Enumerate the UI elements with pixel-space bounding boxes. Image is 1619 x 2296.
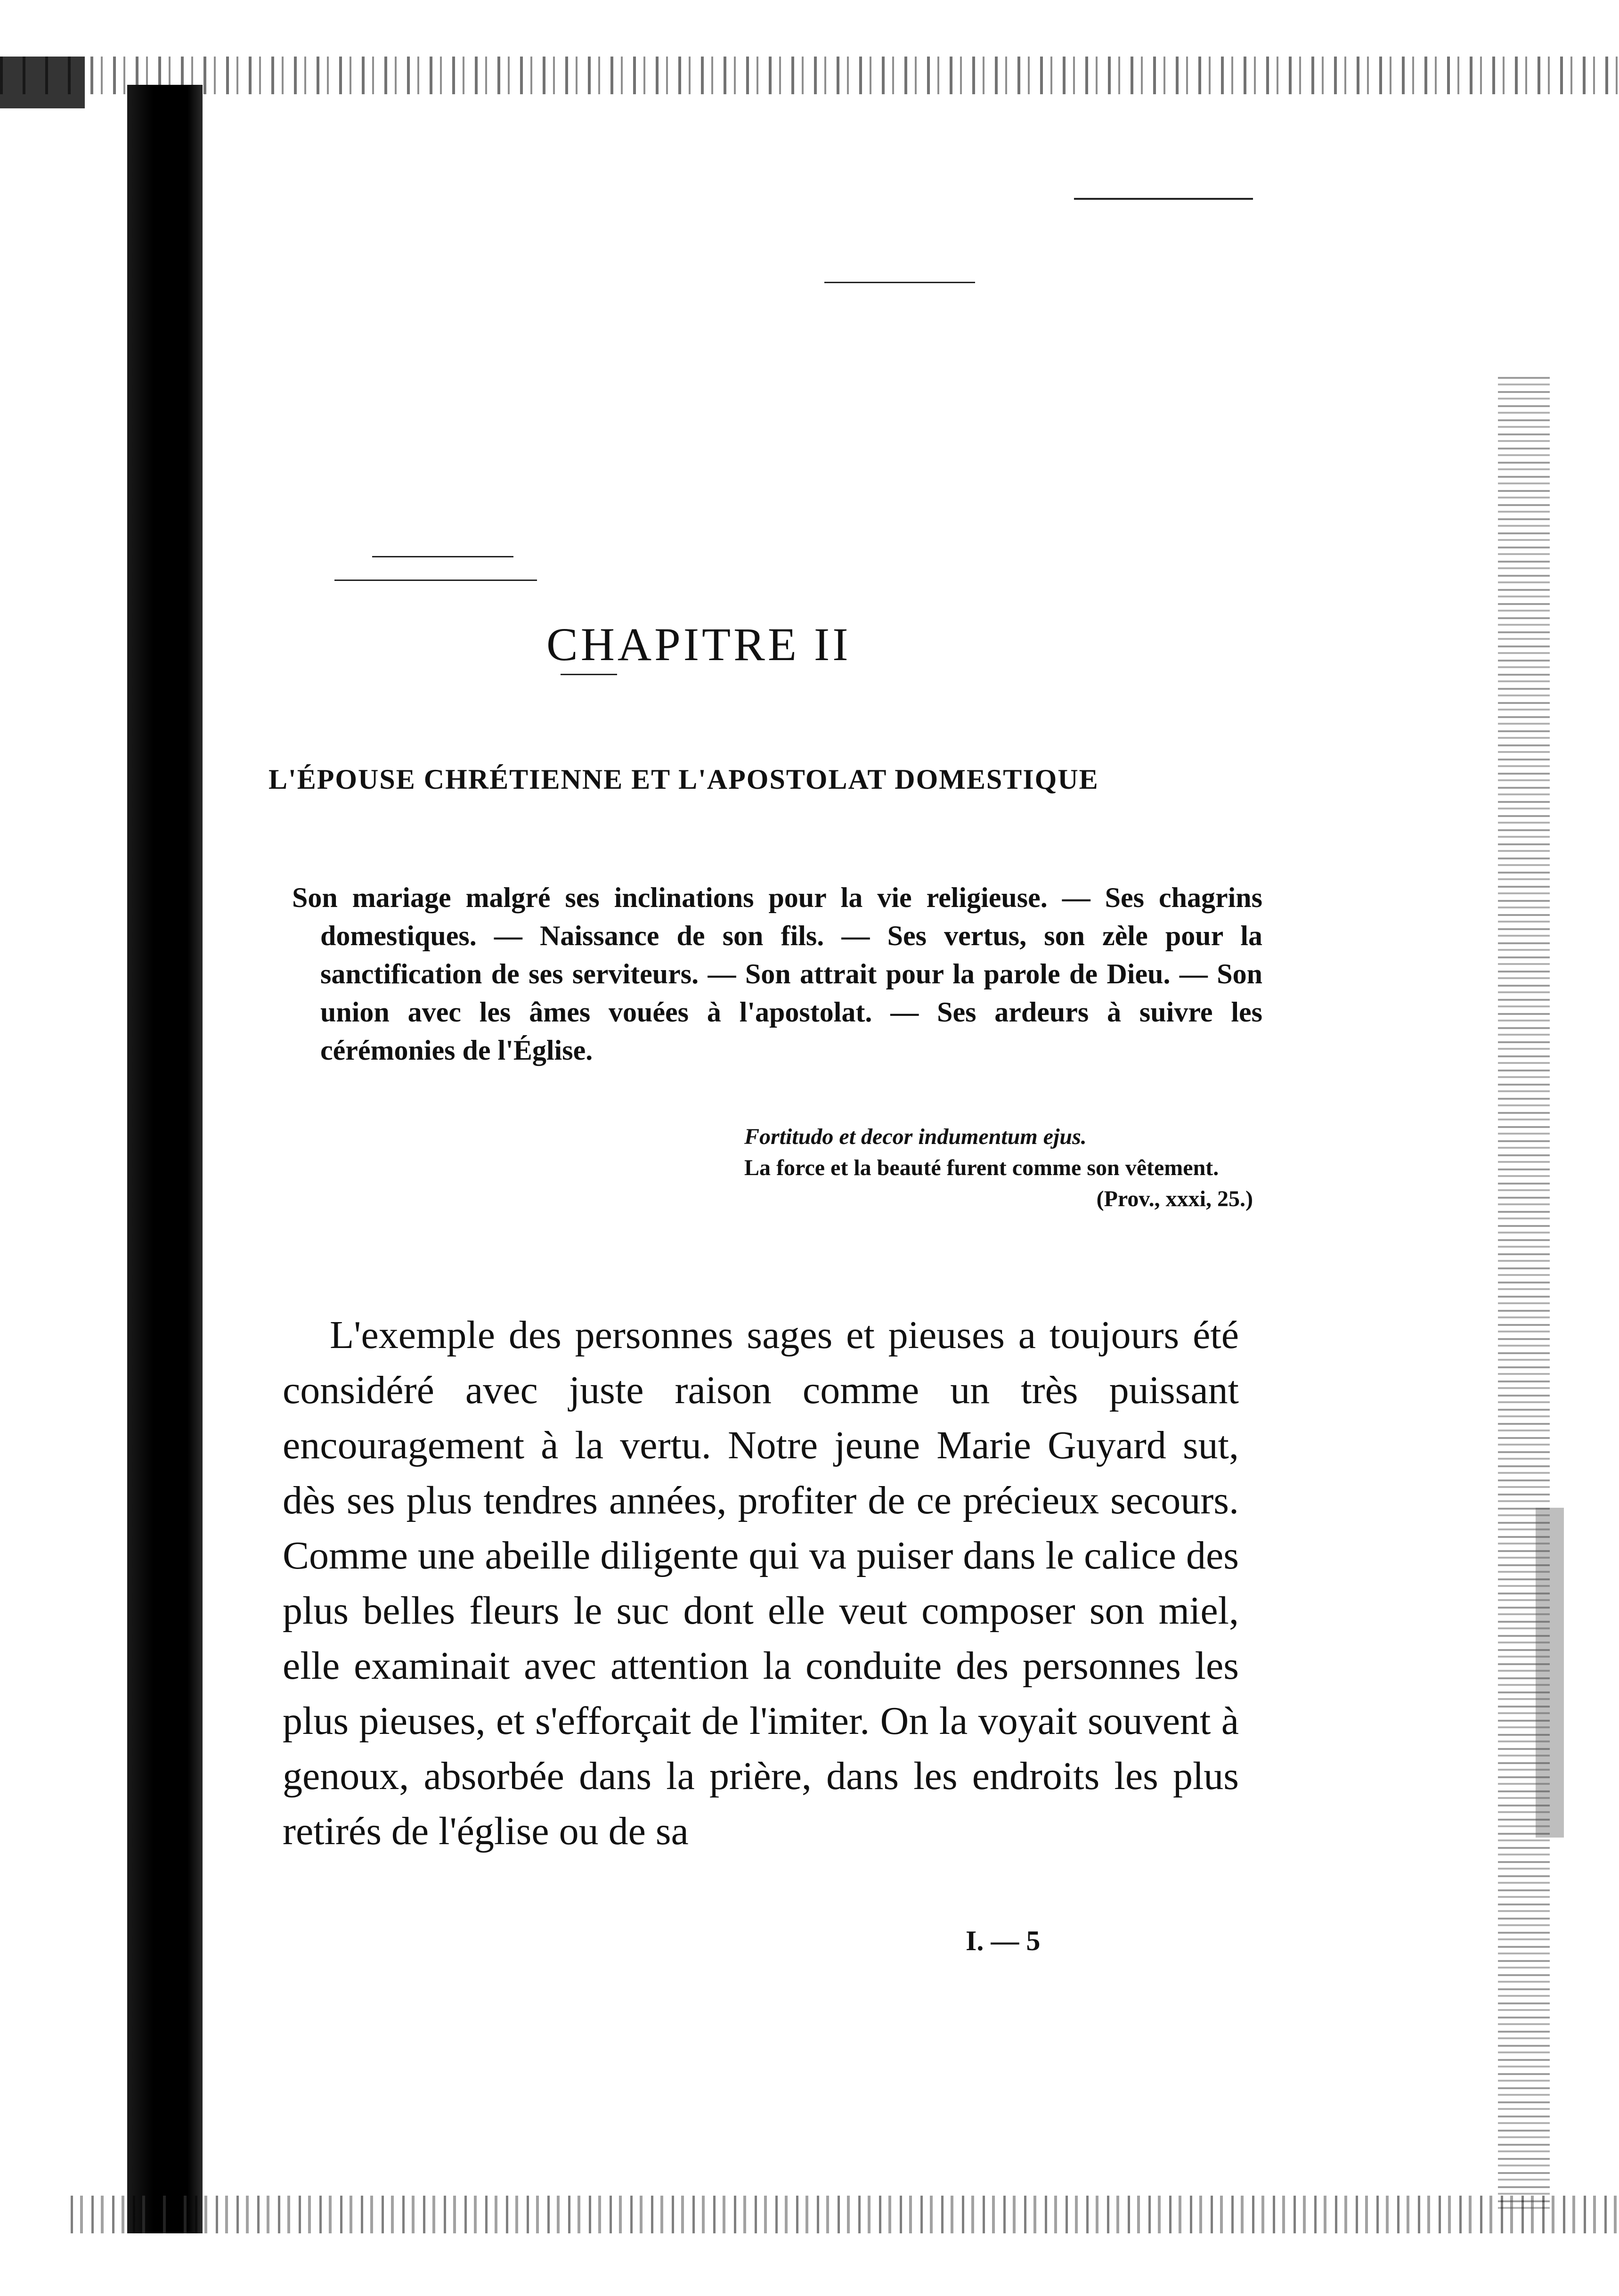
chapter-subtitle: L'ÉPOUSE CHRÉTIENNE ET L'APOSTOLAT DOMESTIQUE [268,764,1099,795]
ornament-rule [334,580,537,581]
epigraph-french-text: La force et la beauté furent comme son vêtement. [744,1155,1219,1180]
scan-artifact-binding-shadow [127,85,203,2233]
scan-artifact-right-edge [1498,377,1550,2214]
epigraph-reference: (Prov., xxxi, 25.) [1096,1186,1253,1211]
chapter-title: CHAPITRE II [546,618,851,670]
ornament-rule [1074,198,1253,200]
chapter-summary: Son mariage malgré ses inclinations pour la vie religieuse. — Ses chagrins domestiques. — Naissance de son fils. — Ses vertus, son zèle pour la sanctification de ses serviteurs. — Son attrait pour la parole de Dieu. — Son union avec les âmes vouées à l'apostolat. — Ses ardeurs à suivre les cérémonies de l'Église. [292,882,1262,1066]
title-underline [561,674,617,675]
ornament-rule [372,556,513,557]
scan-artifact-top-edge [0,57,1619,94]
body-paragraph: L'exemple des personnes sages et pieuses a toujours été considéré avec juste raison comme un très puissant encouragement à la vertu. Notre jeune Marie Guyard sut, dès ses plus tendres années, profiter de ce précieux secours. Comme une abeille diligente qui va puiser dans le calice des plus belles fleurs le suc dont elle veut composer son miel, elle examinait avec attention la conduite des personnes les plus pieuses, et s'efforçait de l'imiter. On la voyait souvent à genoux, absorbée dans la prière, dans les endroits les plus retirés de l'église ou de sa [283,1313,1239,1853]
epigraph-french [716,1152,1253,1211]
scan-artifact-right-smudge [1536,1508,1564,1838]
scan-artifact-bottom-edge [71,2196,1619,2233]
epigraph [716,1121,1253,1215]
epigraph-latin: Fortitudo et decor indumentum ejus. [744,1124,1087,1149]
page-folio: I. — 5 [966,1925,1041,1956]
ornament-rule [824,282,975,283]
